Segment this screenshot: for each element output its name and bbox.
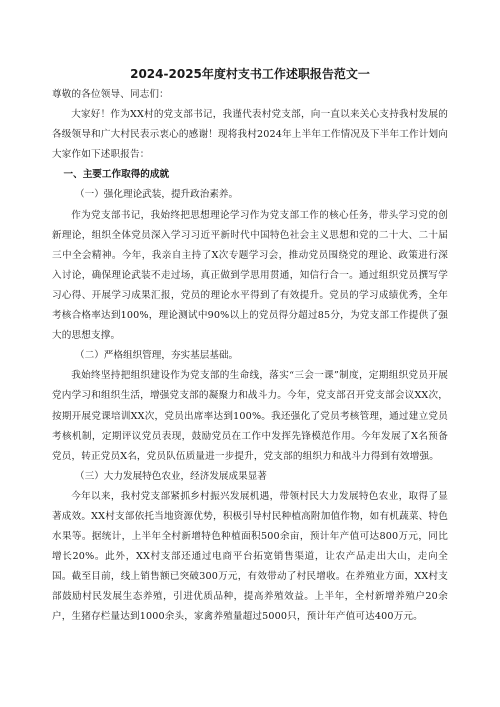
paragraph-organization: 我始终坚持把组织建设作为党支部的生命线，落实“三会一课”制度，定期组织党员开展党内学习和组织生活，增强党支部的凝聚力和战斗力。今年，党支部召开党支部会议XX次，按期开展党课培训XX次，党员出席率达到100%。我还强化了党员考核管理，通过建立党员考核机制，定期评议党员表现，鼓励党员在工作中发挥先锋模范作用。今年发展了X名预备党员，转正党员X名，党员队伍质量进一步提升，党支部的组织力和战斗力得到有效增强。 <box>52 370 448 462</box>
intro-paragraph: 大家好！作为XX村的党支部书记，我谨代表村党支部，向一直以来关心支持我村发展的各级领导和广大村民表示衷心的感谢！现将我村2024年上半年工作情况及下半年工作计划向大家作如下述职报告： <box>52 109 448 161</box>
paragraph-agriculture: 今年以来，我村党支部紧抓乡村振兴发展机遇，带领村民大力发展特色农业，取得了显著成效。XX村支部依托当地资源优势，积极引导村民种植高附加值作物，如有机蔬菜、特色水果等。据统计，上半年全村新增特色种植面积500余亩，预计年产值可达800万元，同比增长20%。此外，XX村支部还通过电商平台拓宽销售渠道，让农产品走出大山，走向全国。截至目前，线上销售额已突破300万元，有效带动了村民增收。在养殖业方面，XX村支部鼓励村民发展生态养殖，引进优质品种，提高养殖效益。上半年，全村新增养殖户20余户，生猪存栏量达到1000余头，家禽养殖量超过5000只，预计年产值可达400万元。 <box>52 490 448 623</box>
section-heading-achievements: 一、主要工作取得的成就 <box>63 169 170 181</box>
subsection-heading-agriculture: （三）大力发展特色农业，经济发展成果显著 <box>75 470 267 482</box>
subsection-heading-organization: （二）严格组织管理，夯实基层基础。 <box>75 350 239 362</box>
subsection-heading-theory: （一）强化理论武装，提升政治素养。 <box>75 189 239 201</box>
paragraph-theory: 作为党支部书记，我始终把思想理论学习作为党支部工作的核心任务，带头学习党的创新理论，组织全体党员深入学习习近平新时代中国特色社会主义思想和党的二十大、二十届三中全会精神。今年，我亲自主持了X次专题学习会，推动党员围绕党的理论、政策进行深入讨论，确保理论武装不走过场，真正做到学思用贯通，知信行合一。通过组织党员撰写学习心得、开展学习成果汇报，党员的理论水平得到了有效提升。党员的学习成绩优秀，全年考核合格率达到100%，理论测试中90%以上的党员得分超过85分，为党支部工作提供了强大的思想支撑。 <box>52 209 448 342</box>
document-title: 2024-2025年度村支书工作述职报告范文一 <box>130 67 370 81</box>
greeting: 尊敬的各位领导、同志们： <box>52 89 169 100</box>
